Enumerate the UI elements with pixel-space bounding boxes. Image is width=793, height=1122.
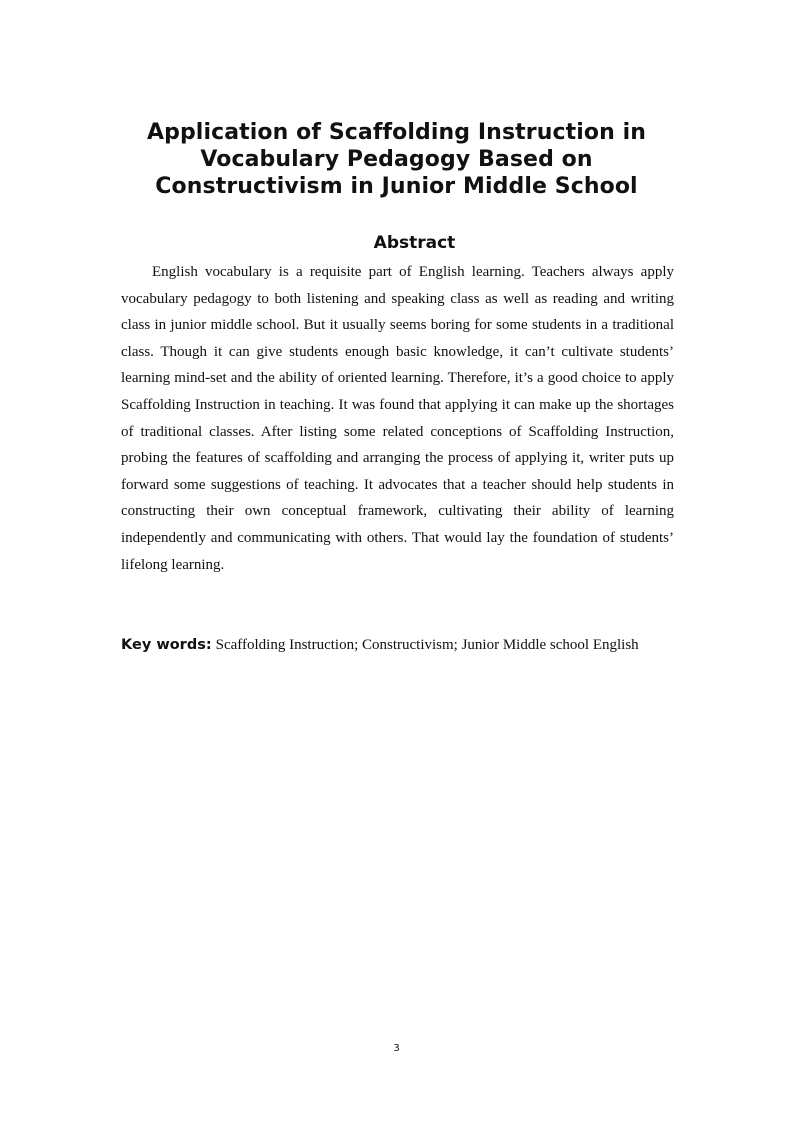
paper-title: Application of Scaffolding Instruction in Vocabulary Pedagogy Based on Constructivism in Junior Middle School (146, 120, 647, 199)
page-number: 3 (393, 1043, 400, 1054)
keywords-line (121, 633, 681, 657)
abstract-heading: Abstract (373, 233, 456, 253)
abstract-body: English vocabulary is a requisite part of English learning. Teachers always apply vocabulary pedagogy to both listening and speaking class as well as reading and writing class in junior middle school. But it usually seems boring for some students in a traditional class. Though it can give students enough basic knowledge, it can’t cultivate students’ learning mind-set and the ability of oriented learning. Therefore, it’s a good choice to apply Scaffolding Instruction in teaching. It was found that applying it can make up the shortages of traditional classes. After listing some related conceptions of Scaffolding Instruction, probing the features of scaffolding and arranging the process of applying it, writer puts up forward some suggestions of teaching. It advocates that a teacher should help students in constructing their own conceptual framework, cultivating their ability of learning independently and communicating with others. That would lay the foundation of students’ lifelong learning. (121, 264, 674, 573)
keywords-text: Scaffolding Instruction; Constructivism; Junior Middle school English (215, 637, 639, 653)
keywords-label: Key words: (121, 637, 212, 653)
